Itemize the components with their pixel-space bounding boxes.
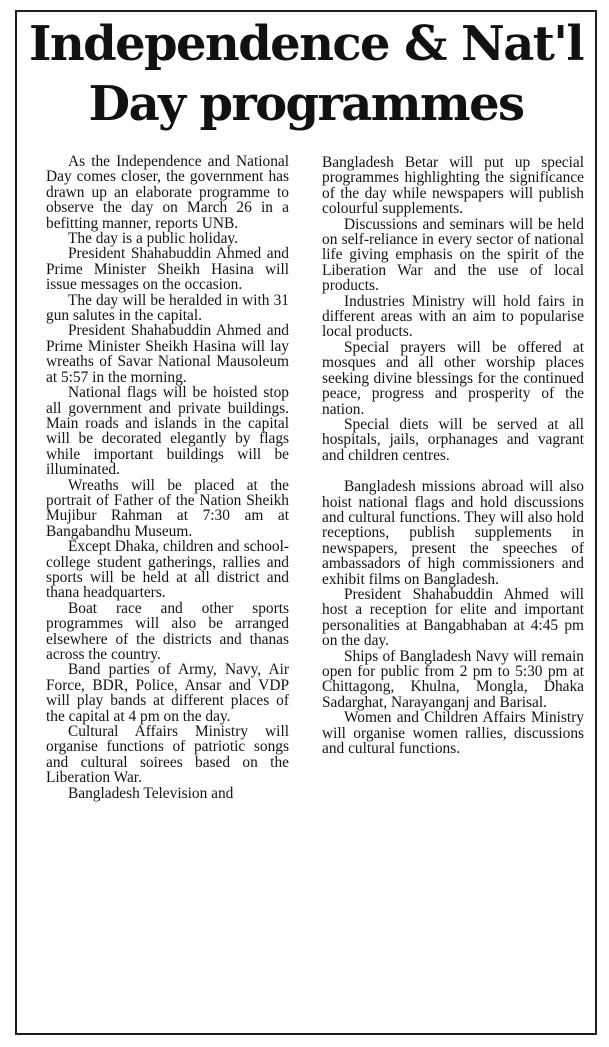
paragraph: Ships of Bangladesh Navy will remain open for public from 2 pm to 5:30 pm at Chittagong, Khulna, Mongla, Dhaka Sadarghat, Narayanganj and Barisal. xyxy=(322,647,584,711)
paragraph: Bangladesh Television and xyxy=(68,784,234,802)
paragraph: Cultural Affairs Ministry will organise functions of patriotic songs and cultural soirees based on the Liberation War. xyxy=(46,723,289,787)
paragraph: Bangladesh Betar will put up special programmes highlighting the significance of the day while newspapers will publish colourful supplements. xyxy=(322,154,584,218)
paragraph: Bangladesh missions abroad will also hoist national flags and hold discussions and cultural functions. They will also hold receptions, publish supplements in newspapers, present the speeches of ambassadors of high commissioners and exhibit films on Bangladesh. xyxy=(322,478,584,588)
article-column-right xyxy=(322,155,584,756)
headline-line-1: Independence & Nat'l xyxy=(28,16,584,72)
headline xyxy=(15,14,597,134)
paragraph: As the Independence and National Day comes closer, the government has drawn up an elaborate programme to observe the day on March 26 in a befitting manner, reports UNB. xyxy=(46,153,289,232)
paragraph: The day is a public holiday. xyxy=(68,230,238,248)
paragraph: Discussions and seminars will be held on self-reliance in every sector of national life giving emphasis on the spirit of the Liberation War and the use of local products. xyxy=(322,215,584,295)
paragraph: Except Dhaka, children and school-college student gatherings, rallies and sports will be held at all district and thana headquarters. xyxy=(46,538,289,602)
paragraph: Wreaths will be placed at the portrait of Father of the Nation Sheikh Mujibur Rahman at 7:30 am at Bangabandhu Museum. xyxy=(46,476,289,540)
paragraph: Special prayers will be offered at mosques and all other worship places seeking divine blessings for the continued peace, progress and prosperity of the nation. xyxy=(322,338,584,418)
paragraph: Industries Ministry will hold fairs in different areas with an aim to popularise local products. xyxy=(322,292,584,341)
paragraph: Boat race and other sports programmes will also be arranged elsewhere of the districts and thanas across the country. xyxy=(46,599,289,663)
paragraph: National flags will be hoisted stop all government and private buildings. Main roads and islands in the capital will be decorated elegantly by flags while important buildings will be illuminated. xyxy=(46,384,289,479)
paragraph: Women and Children Affairs Ministry will organise women rallies, discussions and cultural functions. xyxy=(322,709,584,758)
paragraph: President Shahabuddin Ahmed will host a reception for elite and important personalities at Bangabhaban at 4:45 pm on the day. xyxy=(322,585,584,650)
article-column-left xyxy=(46,154,289,801)
paragraph: The day will be heralded in with 31 gun salutes in the capital. xyxy=(46,291,289,325)
paragraph: Special diets will be served at all hospitals, jails, orphanages and vagrant and children centres. xyxy=(322,415,584,464)
paragraph: Band parties of Army, Navy, Air Force, BDR, Police, Ansar and VDP will play bands at different places of the capital at 4 pm on the day. xyxy=(46,661,289,725)
paragraph: President Shahabuddin Ahmed and Prime Minister Sheikh Hasina will issue messages on the occasion. xyxy=(46,245,289,294)
headline-line-2: Day programmes xyxy=(88,76,524,132)
paragraph: President Shahabuddin Ahmed and Prime Minister Sheikh Hasina will lay wreaths of Savar National Mausoleum at 5:57 in the morning. xyxy=(46,322,289,386)
